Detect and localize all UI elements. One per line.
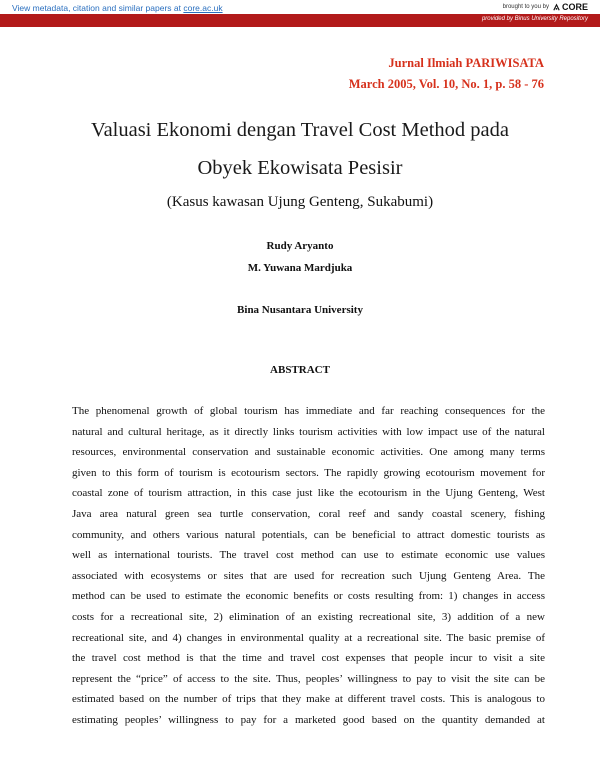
abstract-line: community, and others various natural potentials, can be beneficial to attract domestic tourists as: [72, 528, 545, 541]
journal-issue: March 2005, Vol. 10, No. 1, p. 58 - 76: [348, 77, 544, 91]
brought-by-text: brought to you by: [502, 4, 549, 10]
abstract-line: estimated based on the number of trips that they make at different travel costs. This is analogous to: [72, 693, 545, 706]
abstract-line: resources, environmental conservation and sustainable economic activities. One among many terms: [72, 446, 545, 459]
abstract-line: The phenomenal growth of global tourism has immediate and far reaching consequences for the: [72, 405, 545, 417]
author-name: M. Yuwana Mardjuka: [247, 262, 353, 274]
abstract-line: given to this form of tourism is ecotourism sectors. The rapidly growing ecotourism movement for: [72, 466, 545, 479]
core-link-url[interactable]: core.ac.uk: [183, 3, 223, 13]
abstract-line: well as international tourists. The travel cost method can use to estimate economic use values: [72, 549, 545, 562]
core-metadata-link[interactable]: [12, 3, 223, 13]
abstract-line: costs for a recreational site, 2) elimination of an existing recreational site, 3) addition of a new: [72, 610, 545, 623]
abstract-line: natural and cultural heritage, as it directly links tourism activities with low impact use of the natural: [72, 425, 545, 438]
journal-info: [349, 53, 544, 95]
abstract-line: the travel cost method is that the time and travel cost expenses that people incur to visit a site: [72, 652, 545, 665]
core-logo[interactable]: [552, 2, 588, 12]
abstract-body: [72, 401, 545, 731]
brought-by-core[interactable]: [503, 2, 588, 12]
repository-banner: [0, 14, 600, 27]
core-logo-icon: [552, 3, 561, 12]
author-name: Rudy Aryanto: [266, 240, 334, 252]
paper-title-line-2: Obyek Ekowisata Pesisir: [197, 157, 403, 179]
abstract-line: associated with ecosystems or sites that are used for recreation such Ujung Genteng Area. The: [72, 569, 545, 582]
paper-subtitle: (Kasus kawasan Ujung Genteng, Sukabumi): [166, 194, 434, 210]
abstract-line: coastal zone of tourism attraction, in this case just like the ecotourism in the Ujung Genteng, West: [72, 487, 545, 500]
abstract-line: recreational site, and 4) changes in environmental quality at a recreational site. The basic premise of: [72, 631, 545, 644]
core-logo-text: CORE: [561, 2, 588, 12]
author-affiliation: Bina Nusantara University: [237, 304, 363, 316]
abstract-heading: ABSTRACT: [270, 364, 330, 376]
abstract-line: method can be used to estimate the economic benefits or costs resulting from: 1) changes in access: [72, 590, 545, 603]
abstract-line: estimating peoples’ willingness to pay for a marketed good based on the quantity demanded at: [72, 713, 545, 726]
abstract-line: represent the “price” of access to the site. Thus, peoples’ willingness to pay to visit the site can be: [72, 672, 545, 685]
core-top-bar: [0, 0, 600, 14]
core-link-prefix: View metadata, citation and similar papers at: [12, 3, 184, 13]
paper-title-line-1: Valuasi Ekonomi dengan Travel Cost Method pada: [91, 119, 509, 141]
provided-by-text: provided by Binus University Repository: [481, 16, 588, 22]
journal-name: Jurnal Ilmiah PARIWISATA: [388, 56, 544, 70]
abstract-line: Java area natural green sea turtle conservation, coral reef and sandy coastal scenery, fishing: [72, 507, 545, 520]
